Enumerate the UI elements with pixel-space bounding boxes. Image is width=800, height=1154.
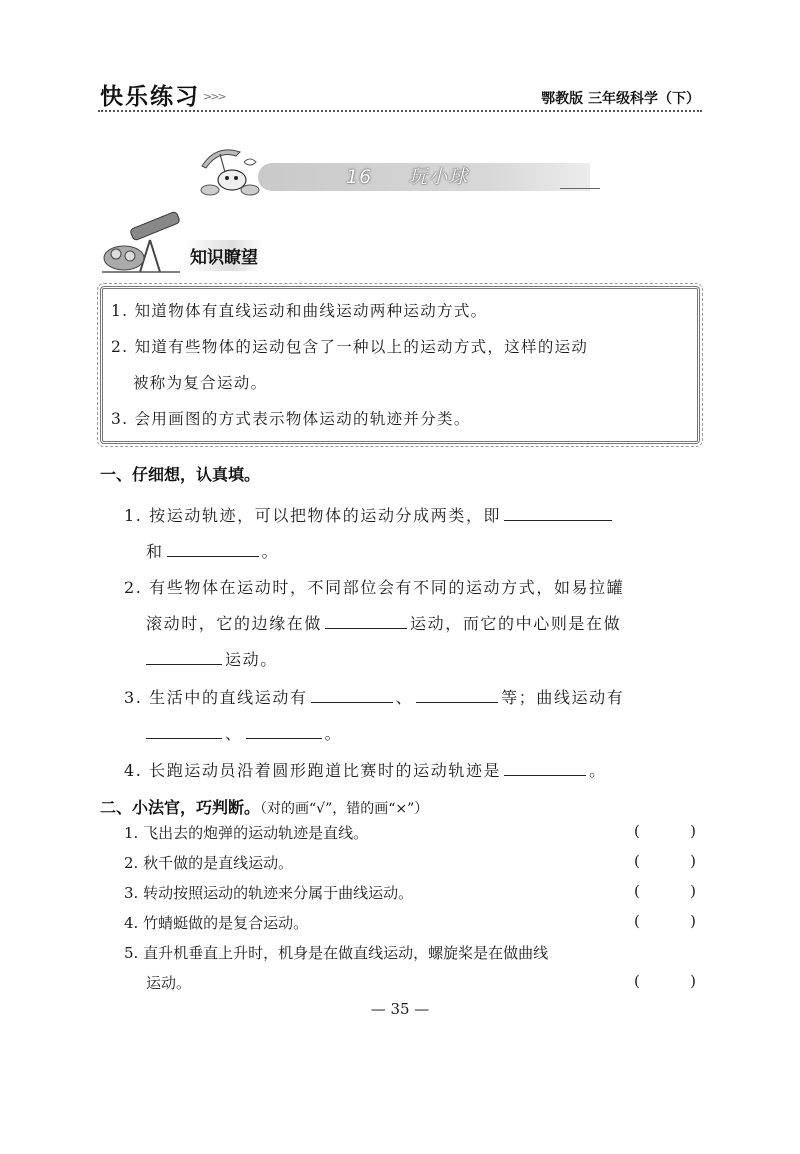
knowledge-heading: 知识瞭望 (184, 240, 264, 271)
question-2-line2: 滚动时，它的边缘在做 运动，而它的中心则是在做 (146, 614, 622, 633)
judge-item: 2. 秋千做的是直线运动。 (124, 854, 294, 872)
answer-blank[interactable] (146, 722, 222, 739)
answer-parens[interactable]: ( ) (634, 852, 696, 870)
telescope-icon (100, 210, 186, 276)
knowledge-item: 3. 会用画图的方式表示物体运动的轨迹并分类。 (111, 410, 471, 428)
answer-blank[interactable] (167, 540, 259, 557)
header-divider (98, 110, 702, 112)
question-3-line2: 、 。 (146, 721, 342, 744)
answer-parens[interactable]: ( ) (634, 882, 696, 900)
answer-parens[interactable]: ( ) (634, 912, 696, 930)
lesson-title (280, 163, 580, 191)
answer-blank[interactable] (311, 686, 393, 703)
section2-title: 二、小法官，巧判断。（对的画“√”，错的画“×”） (100, 798, 429, 817)
judge-item: 1. 飞出去的炮弹的运动轨迹是直线。 (124, 824, 369, 842)
knowledge-item: 1. 知道物体有直线运动和曲线运动两种运动方式。 (111, 302, 488, 320)
brand-chevrons: >>> (203, 90, 225, 103)
question-1-line2: 和 。 (146, 542, 280, 561)
brand-title: 快乐练习 (100, 84, 200, 110)
answer-blank[interactable] (146, 648, 222, 665)
answer-parens[interactable]: ( ) (634, 972, 696, 990)
page-number: — 35 — (370, 1000, 430, 1018)
lesson-number: 16 (346, 166, 373, 188)
answer-blank[interactable] (325, 612, 407, 629)
knowledge-box (100, 286, 700, 444)
section1-title: 一、仔细想，认真填。 (100, 465, 261, 484)
answer-blank[interactable] (504, 759, 586, 776)
answer-blank[interactable] (504, 504, 612, 521)
edition-label: 鄂教版 三年级科学（下） (541, 91, 700, 107)
question-4: 4. 长跑运动员沿着圆形跑道比赛时的运动轨迹是 。 (124, 761, 607, 780)
answer-blank[interactable] (416, 686, 498, 703)
judge-item: 4. 竹蜻蜓做的是复合运动。 (124, 914, 309, 932)
section2-note: （对的画“√”，错的画“×”） (260, 801, 429, 817)
answer-blank[interactable] (246, 722, 322, 739)
judge-item: 5. 直升机垂直上升时，机身是在做直线运动，螺旋桨是在做曲线 (124, 944, 549, 962)
mascot-umbrella-icon (196, 140, 262, 198)
question-3-line1: 3. 生活中的直线运动有 、 等；曲线运动有 (124, 688, 625, 707)
question-2-line3: 运动。 (146, 647, 278, 670)
question-2-line1: 2. 有些物体在运动时，不同部位会有不同的运动方式，如易拉罐 (124, 578, 625, 597)
judge-item-continuation: 运动。 (146, 974, 192, 992)
judge-item: 3. 转动按照运动的轨迹来分属于曲线运动。 (124, 884, 414, 902)
knowledge-item-continuation: 被称为复合运动。 (133, 374, 268, 392)
lesson-name: 玩小球 (408, 166, 469, 188)
question-1-line1: 1. 按运动轨迹，可以把物体的运动分成两类，即 (124, 503, 615, 526)
knowledge-item: 2. 知道有些物体的运动包含了一种以上的运动方式，这样的运动 (111, 338, 589, 356)
answer-parens[interactable]: ( ) (634, 822, 696, 840)
